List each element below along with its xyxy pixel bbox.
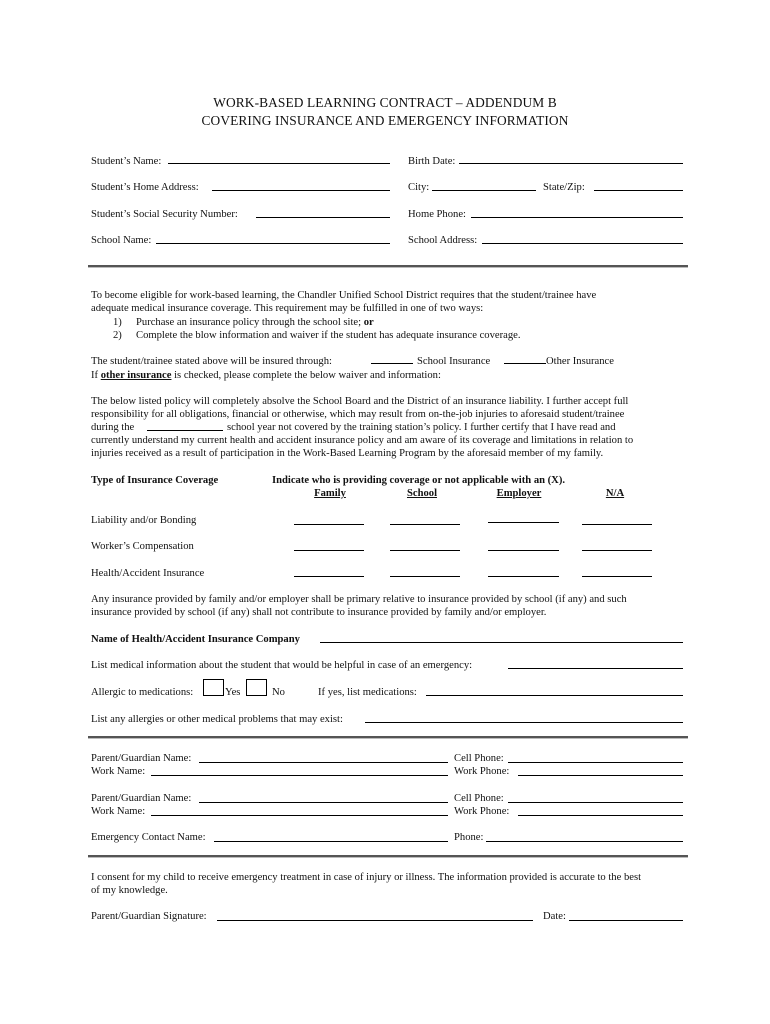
column-na: N/A [605, 488, 625, 499]
school-insurance-label: School Insurance [417, 356, 491, 367]
row-liability-label: Liability and/or Bonding [91, 515, 197, 526]
allergies-label: List any allergies or other medical problems that may exist: [91, 714, 343, 725]
guardian1-name-field[interactable] [199, 762, 448, 763]
insurance-company-field[interactable] [320, 642, 683, 643]
liability-family-field[interactable] [294, 524, 364, 525]
school-year-field[interactable] [147, 430, 223, 431]
medications-field[interactable] [426, 695, 683, 696]
liability-school-field[interactable] [390, 524, 460, 525]
guardian2-work-name-field[interactable] [151, 815, 448, 816]
health-na-field[interactable] [582, 576, 652, 577]
guardian2-work-phone-label: Work Phone: [454, 806, 510, 817]
signature-label: Parent/Guardian Signature: [91, 911, 207, 922]
guardian1-work-phone-field[interactable] [518, 775, 683, 776]
guardian2-name-label: Parent/Guardian Name: [91, 793, 192, 804]
guardian2-name-field[interactable] [199, 802, 448, 803]
school-insurance-check[interactable] [371, 363, 413, 364]
form-title-line2: COVERING INSURANCE AND EMERGENCY INFORMATION [201, 113, 569, 128]
home-address-field[interactable] [212, 190, 390, 191]
eligibility-line1: To become eligible for work-based learning, the Chandler Unified School District requires that the student/trainee have [91, 290, 597, 301]
guardian1-work-name-label: Work Name: [91, 766, 146, 777]
health-school-field[interactable] [390, 576, 460, 577]
home-phone-field[interactable] [471, 217, 683, 218]
school-address-label: School Address: [408, 235, 478, 246]
allergic-yes-checkbox[interactable] [203, 679, 224, 696]
guardian1-work-name-field[interactable] [151, 775, 448, 776]
school-name-label: School Name: [91, 235, 152, 246]
city-field[interactable] [432, 190, 536, 191]
liability-na-field[interactable] [582, 524, 652, 525]
option1-number: 1) [113, 317, 122, 328]
workers-comp-school-field[interactable] [390, 550, 460, 551]
insured-through-label: The student/trainee stated above will be insured through: [91, 356, 332, 367]
allergic-no-label: No [272, 687, 285, 698]
guardian1-cell-label: Cell Phone: [454, 753, 504, 764]
section-divider [88, 855, 688, 857]
guardian2-cell-label: Cell Phone: [454, 793, 504, 804]
guardian1-work-phone-label: Work Phone: [454, 766, 510, 777]
section-divider [88, 736, 688, 738]
other-insurance-check[interactable] [504, 363, 546, 364]
student-name-label: Student’s Name: [91, 156, 162, 167]
ssn-label: Student’s Social Security Number: [91, 209, 238, 220]
option1-text: Purchase an insurance policy through the school site; or [136, 317, 374, 328]
option2-text: Complete the blow information and waiver if the student has adequate insurance coverage. [136, 330, 521, 341]
guardian1-name-label: Parent/Guardian Name: [91, 753, 192, 764]
allergic-yes-label: Yes [225, 687, 241, 698]
guardian1-cell-field[interactable] [508, 762, 683, 763]
eligibility-line2: adequate medical insurance coverage. This requirement may be fulfilled in one of two ways: [91, 303, 484, 314]
workers-comp-family-field[interactable] [294, 550, 364, 551]
state-zip-field[interactable] [594, 190, 683, 191]
waiver-line2: responsibility for all obligations, financial or otherwise, which may result from on-the-job injuries to aforesaid student/trainee [91, 409, 625, 420]
allergies-field[interactable] [365, 722, 683, 723]
birth-date-field[interactable] [459, 163, 683, 164]
waiver-line4: currently understand my current health and accident insurance policy and am aware of its coverage and limitations in relation to [91, 435, 634, 446]
primary-note-line1: Any insurance provided by family and/or employer shall be primary relative to insurance provided by school (if any) and such [91, 594, 627, 605]
column-school: School [406, 488, 438, 499]
city-label: City: [408, 182, 430, 193]
section-divider [88, 265, 688, 267]
guardian2-cell-field[interactable] [508, 802, 683, 803]
coverage-indicate-header: Indicate who is providing coverage or not applicable with an (X). [272, 475, 566, 486]
workers-comp-employer-field[interactable] [488, 550, 559, 551]
primary-note-line2: insurance provided by school (if any) shall not contribute to insurance provided by family and/or employer. [91, 607, 547, 618]
column-employer: Employer [496, 488, 542, 499]
column-family: Family [314, 488, 346, 499]
consent-line2: of my knowledge. [91, 885, 168, 896]
medical-info-field[interactable] [508, 668, 683, 669]
allergic-no-checkbox[interactable] [246, 679, 267, 696]
emergency-phone-label: Phone: [454, 832, 484, 843]
workers-comp-na-field[interactable] [582, 550, 652, 551]
school-address-field[interactable] [482, 243, 683, 244]
allergic-label: Allergic to medications: [91, 687, 194, 698]
health-employer-field[interactable] [488, 576, 559, 577]
emergency-contact-label: Emergency Contact Name: [91, 832, 206, 843]
home-address-label: Student’s Home Address: [91, 182, 199, 193]
coverage-type-header: Type of Insurance Coverage [91, 475, 219, 486]
emergency-phone-field[interactable] [486, 841, 683, 842]
if-yes-label: If yes, list medications: [318, 687, 417, 698]
waiver-line3-suffix: school year not covered by the training station’s policy. I further certify that I have read and [227, 422, 616, 433]
student-name-field[interactable] [168, 163, 390, 164]
form-title-line1: WORK-BASED LEARNING CONTRACT – ADDENDUM B [213, 95, 557, 110]
insurance-company-label: Name of Health/Accident Insurance Company [91, 634, 300, 645]
waiver-line3-prefix: during the [91, 422, 135, 433]
signature-field[interactable] [217, 920, 533, 921]
date-label: Date: [543, 911, 566, 922]
medical-info-label: List medical information about the student that would be helpful in case of an emergency: [91, 660, 473, 671]
health-family-field[interactable] [294, 576, 364, 577]
consent-line1: I consent for my child to receive emergency treatment in case of injury or illness. The information provided is accurate to the best [91, 872, 642, 883]
school-name-field[interactable] [156, 243, 390, 244]
state-zip-label: State/Zip: [543, 182, 585, 193]
emergency-contact-field[interactable] [214, 841, 448, 842]
row-workers-comp-label: Worker’s Compensation [91, 541, 194, 552]
row-health-label: Health/Accident Insurance [91, 568, 205, 579]
option2-number: 2) [113, 330, 122, 341]
liability-employer-field[interactable] [488, 522, 559, 523]
waiver-line5: injuries received as a result of participation in the Work-Based Learning Program by the aforesaid member of my family. [91, 448, 604, 459]
guardian2-work-phone-field[interactable] [518, 815, 683, 816]
other-insurance-instruction: If other insurance is checked, please complete the below waiver and information: [91, 370, 441, 381]
birth-date-label: Birth Date: [408, 156, 456, 167]
ssn-field[interactable] [256, 217, 390, 218]
date-field[interactable] [569, 920, 683, 921]
other-insurance-label: Other Insurance [546, 356, 614, 367]
home-phone-label: Home Phone: [408, 209, 466, 220]
guardian2-work-name-label: Work Name: [91, 806, 146, 817]
waiver-line1: The below listed policy will completely absolve the School Board and the District of an insurance liability. I further accept full [91, 396, 629, 407]
